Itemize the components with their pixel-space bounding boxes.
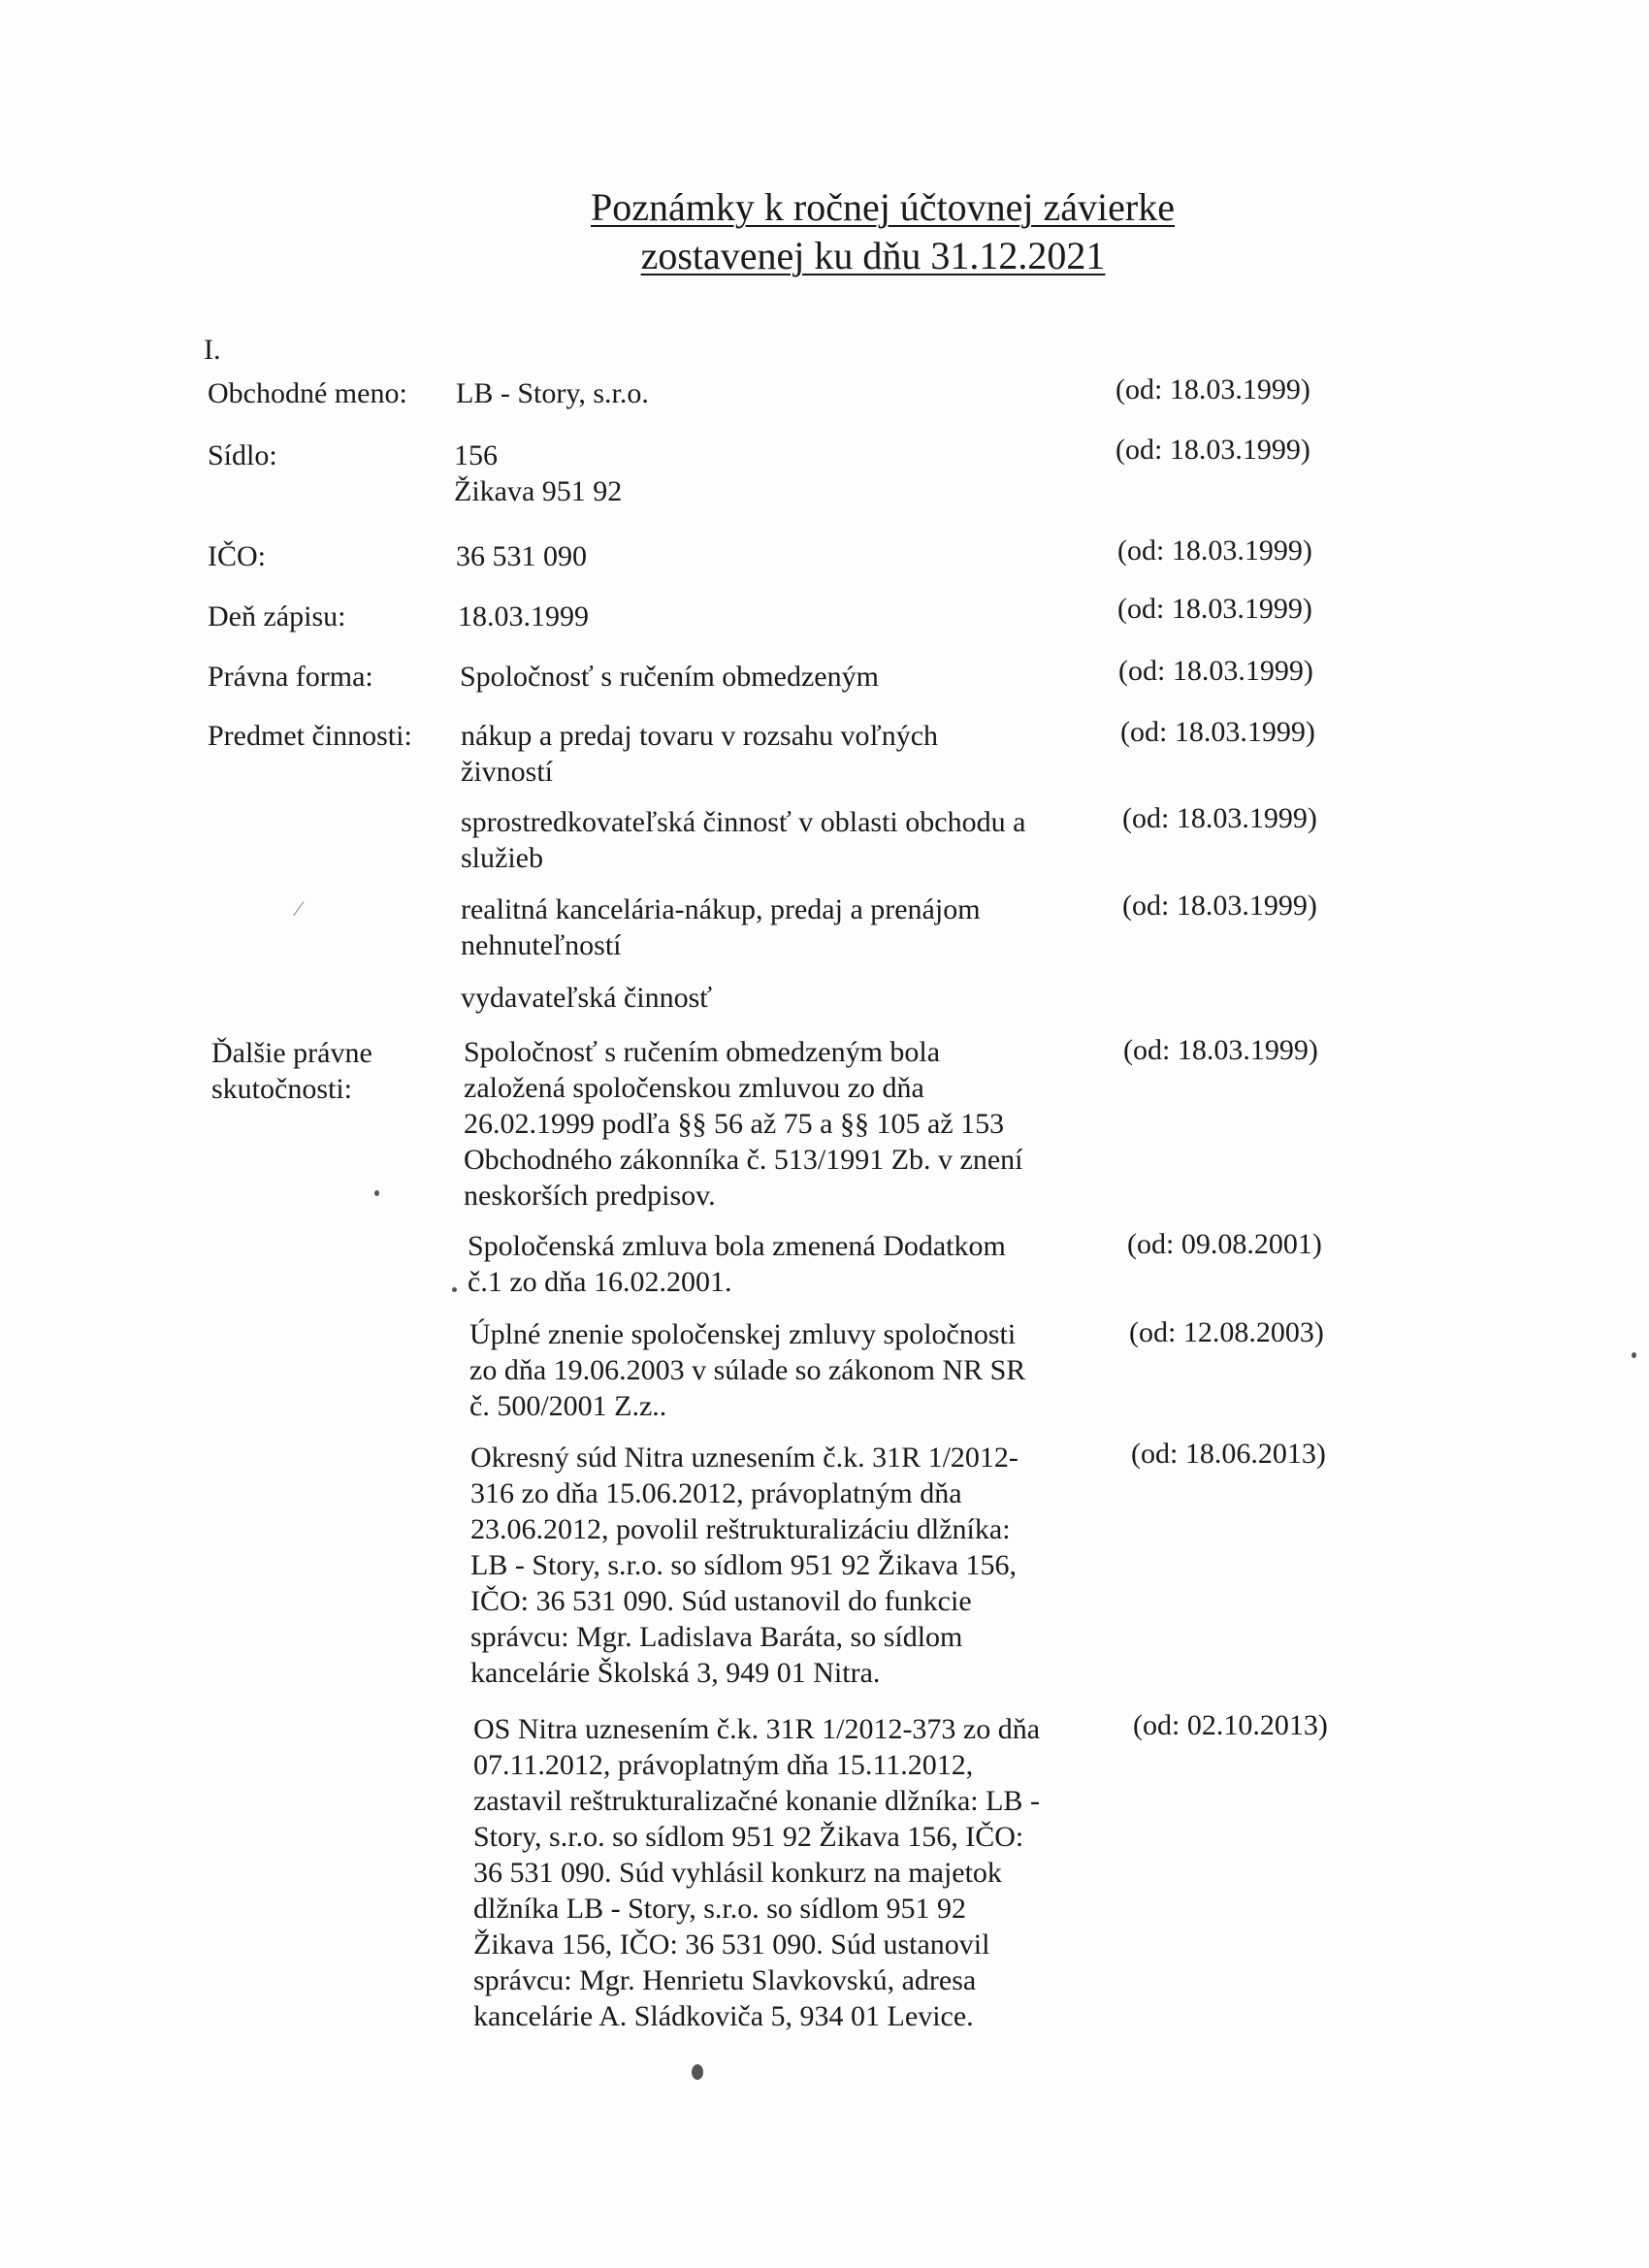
value-line: LB - Story, s.r.o. <box>456 377 649 409</box>
field-label: Právna forma: <box>208 661 373 693</box>
value-line: Spoločenská zmluva bola zmenená Dodatkom <box>468 1230 1006 1262</box>
value-line: LB - Story, s.r.o. so sídlom 951 92 Žikava 156, <box>470 1549 1018 1581</box>
value-line: 316 zo dňa 15.06.2012, právoplatným dňa <box>470 1477 962 1509</box>
legal-fact-text <box>473 1711 1123 2034</box>
value-line: služieb <box>461 842 543 874</box>
value-line: Spoločnosť s ručením obmedzeným <box>460 661 879 693</box>
value-line: založená spoločenskou zmluvou zo dňa <box>464 1072 924 1104</box>
field-since: (od: 18.03.1999) <box>1116 434 1310 466</box>
value-line: kancelárie Školská 3, 949 01 Nitra. <box>470 1657 881 1689</box>
field-label: IČO: <box>208 540 266 572</box>
value-line: neskorších predpisov. <box>464 1180 716 1212</box>
field-since: (od: 18.03.1999) <box>1116 373 1310 405</box>
field-since: (od: 18.03.1999) <box>1118 655 1313 687</box>
value-line: zastavil reštrukturalizačné konanie dlžníka: LB - <box>473 1785 1040 1817</box>
field-value <box>460 659 1110 695</box>
value-line: 36 531 090 <box>456 540 587 572</box>
value-line: zo dňa 19.06.2003 v súlade so zákonom NR SR <box>469 1354 1026 1386</box>
value-line: OS Nitra uznesením č.k. 31R 1/2012-373 zo dňa <box>473 1713 1041 1745</box>
label-line: skutočnosti: <box>211 1073 353 1105</box>
field-label: Deň zápisu: <box>208 600 346 632</box>
value-line: č.1 zo dňa 16.02.2001. <box>468 1266 732 1298</box>
value-line: Okresný súd Nitra uznesením č.k. 31R 1/2012- <box>470 1442 1018 1474</box>
value-line: vydavateľská činnosť <box>461 982 713 1014</box>
value-line: realitná kancelária-nákup, predaj a prenájom <box>461 893 981 925</box>
value-line: 36 531 090. Súd vyhlásil konkurz na majetok <box>473 1857 1002 1889</box>
value-line: nehnuteľností <box>461 929 622 961</box>
value-line: Obchodného zákonníka č. 513/1991 Zb. v znení <box>464 1144 1023 1176</box>
activity-text <box>461 718 1111 790</box>
label-line: Ďalšie právne <box>211 1037 372 1069</box>
value-line: 156 <box>454 439 498 471</box>
value-line: Žikava 156, IČO: 36 531 090. Súd ustanovil <box>473 1928 990 1960</box>
section-number: I. <box>204 334 221 366</box>
field-label: Sídlo: <box>208 439 277 471</box>
value-line: 18.03.1999 <box>458 600 589 632</box>
value-line: kancelárie A. Sládkoviča 5, 934 01 Levice. <box>473 2000 974 2032</box>
legal-fact-text <box>464 1034 1114 1214</box>
field-value <box>454 437 1104 509</box>
field-label: Predmet činnosti: <box>208 720 412 752</box>
value-line: Úplné znenie spoločenskej zmluvy spoločnosti <box>469 1318 1017 1350</box>
value-line: 23.06.2012, povolil reštrukturalizáciu dlžníka: <box>470 1513 1011 1545</box>
field-since: (od: 18.03.1999) <box>1117 535 1312 567</box>
field-value <box>456 375 1106 411</box>
legal-fact-since: (od: 02.10.2013) <box>1133 1709 1328 1741</box>
value-line: 07.11.2012, právoplatným dňa 15.11.2012, <box>473 1749 974 1781</box>
field-label: Obchodné meno: <box>208 377 407 409</box>
scan-smudge <box>374 1190 379 1196</box>
legal-fact-text <box>469 1316 1119 1424</box>
value-line: správcu: Mgr. Henrietu Slavkovskú, adresa <box>473 1964 977 1996</box>
scan-smudge <box>452 1287 457 1292</box>
legal-fact-text <box>470 1440 1120 1691</box>
scan-smudge <box>692 2064 703 2080</box>
scan-smudge <box>1632 1352 1636 1358</box>
value-line: dlžníka LB - Story, s.r.o. so sídlom 951 92 <box>473 1893 967 1925</box>
activity-text <box>461 891 1111 963</box>
value-line: 26.02.1999 podľa §§ 56 až 75 a §§ 105 až 153 <box>464 1108 1005 1140</box>
activity-text <box>461 980 1111 1016</box>
scan-mark: ⁄ <box>297 896 301 921</box>
activity-since: (od: 18.03.1999) <box>1122 802 1317 834</box>
legal-fact-since: (od: 18.03.1999) <box>1123 1034 1318 1066</box>
legal-fact-since: (od: 12.08.2003) <box>1129 1316 1324 1348</box>
legal-fact-since: (od: 09.08.2001) <box>1127 1228 1322 1260</box>
field-value <box>458 599 1108 634</box>
activity-text <box>461 804 1111 876</box>
value-line: č. 500/2001 Z.z.. <box>469 1390 667 1422</box>
activity-since: (od: 18.03.1999) <box>1120 716 1315 748</box>
value-line: Story, s.r.o. so sídlom 951 92 Žikava 156, IČO: <box>473 1821 1024 1853</box>
field-since: (od: 18.03.1999) <box>1117 593 1312 625</box>
field-value <box>456 538 1106 574</box>
value-line: Spoločnosť s ručením obmedzeným bola <box>464 1036 941 1068</box>
document-title-line2: zostavenej ku dňu 31.12.2021 <box>640 234 1106 277</box>
value-line: IČO: 36 531 090. Súd ustanovil do funkcie <box>470 1585 972 1617</box>
value-line: živností <box>461 756 553 788</box>
value-line: sprostredkovateľská činnosť v oblasti obchodu a <box>461 806 1026 838</box>
value-line: nákup a predaj tovaru v rozsahu voľných <box>461 720 939 752</box>
legal-fact-since: (od: 18.06.2013) <box>1131 1438 1326 1470</box>
activity-since: (od: 18.03.1999) <box>1122 890 1317 922</box>
legal-fact-text <box>468 1228 1117 1300</box>
document-title-line1: Poznámky k ročnej účtovnej závierke <box>591 185 1175 229</box>
value-line: Žikava 951 92 <box>454 475 623 507</box>
value-line: správcu: Mgr. Ladislava Baráta, so sídlom <box>470 1621 963 1653</box>
field-label <box>211 1035 444 1107</box>
